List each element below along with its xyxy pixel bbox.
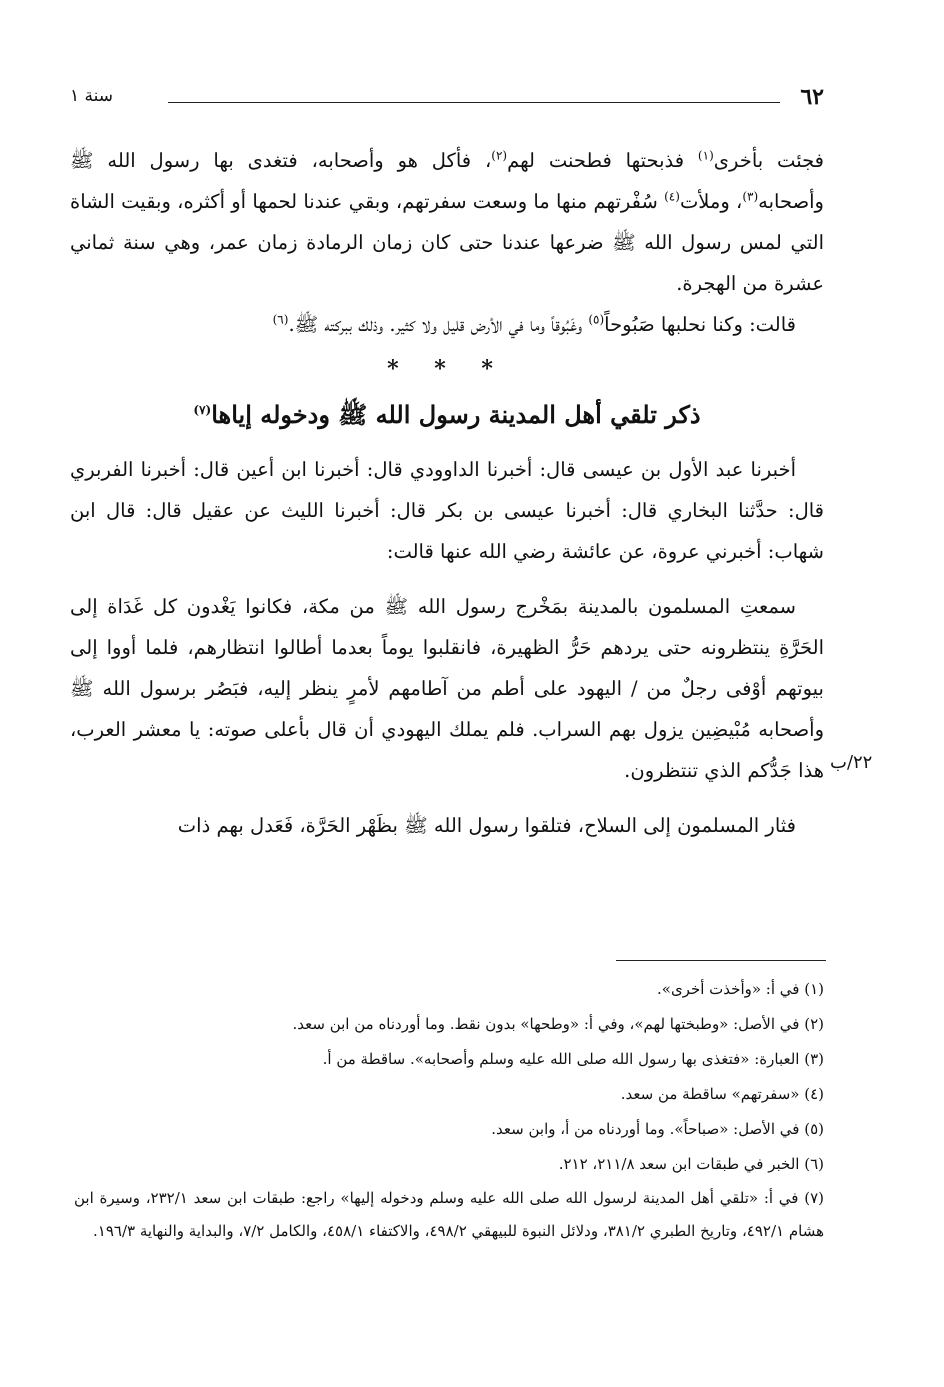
footnote-ref[interactable]: (٣) [742, 189, 759, 204]
footnote-5: (٥) في الأصل: «صباحاً». وما أوردناه من أ، وابن سعد. [491, 1120, 824, 1138]
running-title: سنة ١ [70, 86, 114, 106]
text-run: فجئت بأخرى [713, 149, 824, 172]
text-run: وغَبُوقاً وما في الأرض قليل ولا كثير. وذلك ببركته ﷺ. [288, 313, 589, 336]
header-rule [168, 102, 780, 103]
footnote-1: (١) في أ: «وأخذت أخرى». [657, 980, 824, 998]
footnote-ref[interactable]: (٤) [664, 189, 680, 204]
footnote-4: (٤) «سفرتهم» ساقطة من سعد. [620, 1085, 824, 1103]
manuscript-folio-marker: ٢٢/ب [830, 752, 873, 773]
isnad-paragraph: أخبرنا عبد الأول بن عيسى قال: أخبرنا الداوودي قال: أخبرنا ابن أعين قال: أخبرنا الفربري قال: حدَّثنا البخاري قال: أخبرنا عيسى بن بكر قال: أخبرنا الليث عن عقيل قال: قال ابن شهاب: أخبرني عروة، عن عائشة رضي الله عنها قالت: [70, 458, 824, 563]
footnote-separator [616, 960, 826, 961]
page-number: ٦٢ [800, 84, 824, 110]
section-heading [70, 395, 824, 435]
text-run: ، وملأت [679, 190, 743, 213]
text-run: سُفْرتهم منها ما وسعت سفرتهم، وبقي عندنا لحمها أو أكثره، وبقيت الشاة التي لمس رسول الله ﷺ ضرعها عندنا حتى كان زمان الرمادة زمان عمر، وهي سنة ثماني عشرة من الهجرة. [70, 190, 824, 295]
heading-text: ذكر تلقي أهل المدينة رسول الله ﷺ ودخوله إياها [211, 400, 701, 429]
footnote-3: (٣) العبارة: «فتغذى بها رسول الله صلى الله عليه وسلم وأصحابه». ساقطة من أ. [322, 1050, 824, 1068]
footnotes [74, 972, 824, 1248]
footnote-ref[interactable]: (٦) [272, 312, 289, 327]
footnote-6: (٦) الخبر في طبقات ابن سعد ٢١١/٨، ٢١٢. [558, 1155, 824, 1173]
footnote-ref[interactable]: (١) [697, 148, 714, 163]
paragraph-2 [70, 304, 824, 345]
footnote-ref[interactable]: (٢) [491, 148, 508, 163]
footnote-7: (٧) في أ: «تلقي أهل المدينة لرسول الله صلى الله عليه وسلم ودخوله إليها» راجع: طبقات ابن سعد ٢٣٢/١، وسيرة ابن هشام ٤٩٢/١، وتاريخ الطبري ٣٨١/٢، ودلائل النبوة للبيهقي ٤٩٨/٢، والاكتفاء ٤٥٨/١، والكامل ٧/٢، والبداية والنهاية ١٩٦/٣. [74, 1189, 824, 1240]
main-text [70, 140, 824, 846]
section-divider: * * * [387, 356, 507, 382]
text-run: ، فأكل هو وأصحابه، فتغدى بها رسول الله ﷺ وأصحابه [70, 149, 824, 213]
footnote-ref[interactable]: (٧) [193, 403, 212, 417]
paragraph-3: سمعتِ المسلمون بالمدينة بمَخْرج رسول الله ﷺ من مكة، فكانوا يَغْدون كل غَدَاة إلى الحَرَّةِ ينتظرونه حتى يردهم حَرُّ الظهيرة، فانقلبوا يوماً بعدما أطالوا انتظارهم، فلما أووا إلى بيوتهم أوْفى رجلٌ من / اليهود على أطم من آطامهم لأمرٍ ينظر إليه، فبَصُر برسول الله ﷺ وأصحابه مُبْيضِين يزول بهم السراب. فلم يملك اليهودي أن قال بأعلى صوته: يا معشر العرب، هذا جَدُّكم الذي تنتظرون. [70, 595, 824, 782]
footnote-ref[interactable]: (٥) [588, 312, 605, 327]
paragraph-1 [70, 140, 824, 304]
text-run: فذبحتها فطحنت لهم [507, 149, 698, 172]
page-header [70, 84, 824, 120]
footnote-2: (٢) في الأصل: «وطبختها لهم»، وفي أ: «وطحها» بدون نقط. وما أوردناه من ابن سعد. [292, 1015, 824, 1033]
text-run: قالت: وكنا نحلبها صَبُوحاً [604, 313, 796, 336]
paragraph-4: فثار المسلمون إلى السلاح، فتلقوا رسول الله ﷺ بظَهْر الحَرَّة، فَعَدل بهم ذات [177, 814, 796, 837]
